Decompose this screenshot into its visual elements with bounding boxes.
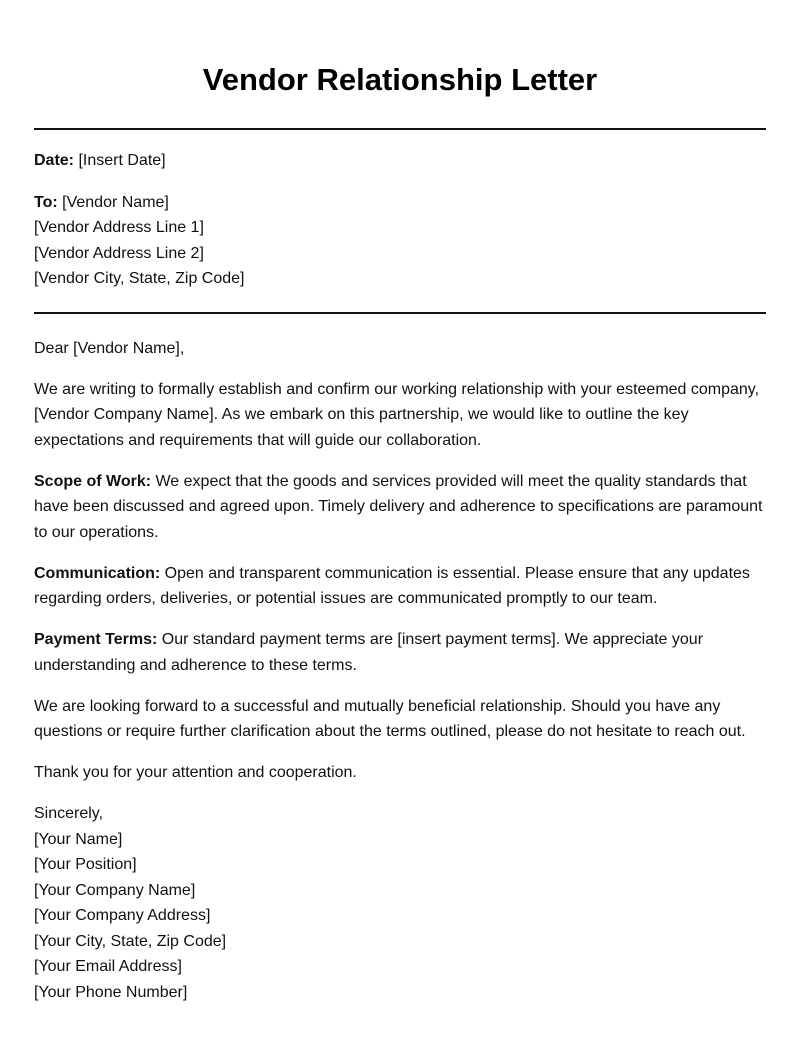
date-label: Date: (34, 152, 75, 169)
communication-paragraph (34, 561, 766, 612)
sender-company-name: [Your Company Name] (34, 881, 196, 899)
sender-email: [Your Email Address] (34, 958, 182, 975)
date-line (34, 148, 766, 174)
sender-city-state-zip: [Your City, State, Zip Code] (34, 932, 227, 950)
scope-of-work-label: Scope of Work: (34, 472, 152, 490)
intro-paragraph: We are writing to formally establish and confirm our working relationship with your esteemed company, [Vendor Company Name]. As we embark on this partnership, we would like to outline the key expectations and requirements that will guide our collaboration. (34, 380, 760, 449)
sender-phone: [Your Phone Number] (34, 983, 188, 1001)
letter-title: Vendor Relationship Letter (202, 62, 598, 97)
sender-position: [Your Position] (34, 856, 137, 873)
communication-text: Open and transparent communication is essential. Please ensure that any updates regarding orders, deliveries, or potential issues are communicated promptly to our team. (34, 564, 750, 607)
recipient-block (34, 190, 766, 292)
recipient-name: [Vendor Name] (57, 193, 169, 211)
address-divider (34, 312, 766, 314)
recipient-city-state-zip: [Vendor City, State, Zip Code] (34, 270, 245, 287)
payment-terms-text: Our standard payment terms are [insert payment terms]. We appreciate your understanding and adherence to these terms. (34, 631, 704, 674)
date-value: [Insert Date] (74, 152, 166, 169)
recipient-label: To: (34, 193, 58, 211)
payment-terms-paragraph (34, 627, 766, 678)
sender-company-address: [Your Company Address] (34, 907, 211, 924)
scope-of-work-text: We expect that the goods and services provided will meet the quality standards that have been discussed and agreed upon. Timely delivery and adherence to specifications are paramount to our operations. (34, 472, 763, 541)
signature-block (34, 801, 766, 1005)
header-divider (34, 128, 766, 130)
outlook-paragraph: We are looking forward to a successful and mutually beneficial relationship. Should you have any questions or require further clarification about the terms outlined, please do not hesitate to reach out. (34, 697, 746, 740)
recipient-name-line (34, 190, 766, 216)
thanks-paragraph: Thank you for your attention and cooperation. (34, 764, 357, 781)
sender-name: [Your Name] (34, 830, 123, 848)
recipient-address-line-2: [Vendor Address Line 2] (34, 244, 204, 262)
communication-label: Communication: (34, 564, 161, 582)
scope-of-work-paragraph (34, 469, 766, 546)
recipient-address-line-1: [Vendor Address Line 1] (34, 219, 204, 236)
greeting: Dear [Vendor Name], (34, 339, 185, 357)
payment-terms-label: Payment Terms: (34, 631, 158, 648)
closing-salutation: Sincerely, (34, 805, 104, 822)
